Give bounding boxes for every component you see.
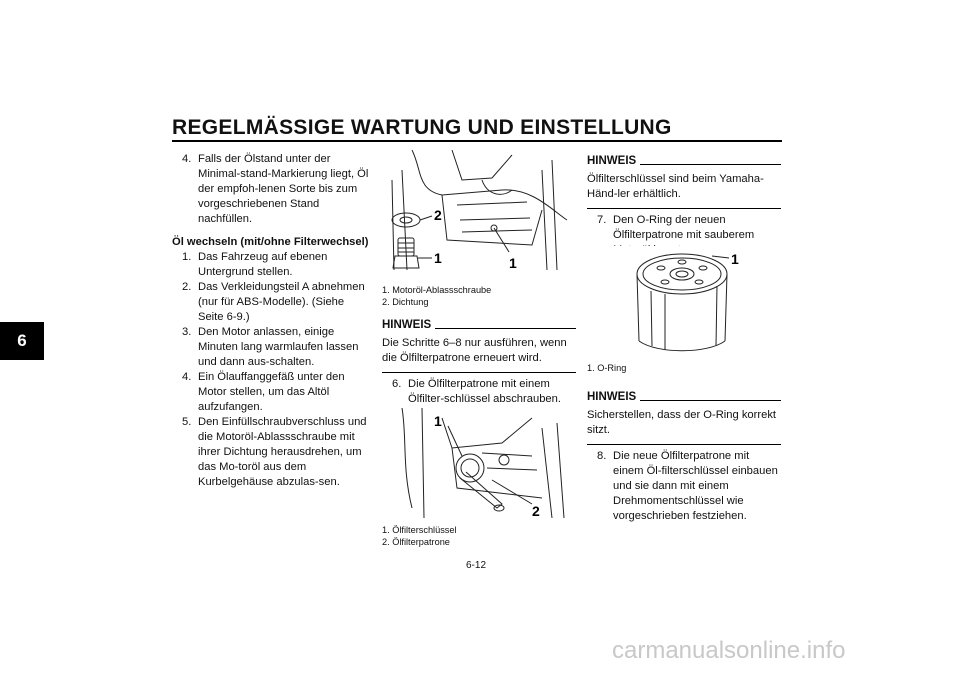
step-4: 4. Ein Ölauffanggefäß unter den Motor stellen, um das Altöl aufzufangen. <box>182 371 345 413</box>
callout-1b: 1 <box>509 255 517 271</box>
step-6: 6. Die Ölfilterpatrone mit einem Ölfilter-schlüssel abschrauben. <box>392 378 561 405</box>
callout-1: 1 <box>434 413 442 429</box>
figure-filter-wrench <box>382 408 576 524</box>
note-yamaha-dealer <box>587 154 781 258</box>
figure-filter-wrench-captions <box>382 524 576 548</box>
section-heading: Öl wechseln (mit/ohne Filterwechsel) <box>172 236 369 248</box>
step-8: 8. Die neue Ölfilterpatrone mit einem Öl-filterschlüssel einbauen und sie dann mit einem Drehmomentschlüssel wie vorgeschrieben festziehen. <box>597 450 778 522</box>
callout-2: 2 <box>434 207 442 223</box>
note-heading: HINWEIS <box>587 154 781 169</box>
step-1: 1. Das Fahrzeug auf ebenen Untergrund stellen. <box>182 251 328 278</box>
figure-drain-bolt <box>382 150 576 280</box>
page-title: REGELMÄSSIGE WARTUNG UND EINSTELLUNG <box>172 116 672 139</box>
note-heading: HINWEIS <box>382 318 576 333</box>
note-end-rule <box>587 208 781 209</box>
step-2: 2. Das Verkleidungsteil A abnehmen (nur für ABS-Modelle). (Siehe Seite 6-9.) <box>182 281 365 323</box>
title-rule <box>172 140 782 142</box>
note-heading: HINWEIS <box>587 390 781 405</box>
note-o-ring <box>587 390 781 524</box>
caption-item: 1. O-Ring <box>587 363 627 373</box>
note-text: Die Schritte 6–8 nur ausführen, wenn die Ölfilterpatrone erneuert wird. <box>382 337 567 364</box>
step-7: 7. Den O-Ring der neuen Ölfilterpatrone mit sauberem <box>597 214 755 241</box>
step-4-filling: 4. Falls der Ölstand unter der Minimal-stand-Markierung liegt, Öl der empfoh-lenen Sorte bis zum vorgeschriebenen Stand nachfüllen. <box>182 153 369 225</box>
note-text: Ölfilterschlüssel sind beim Yamaha-Händ-ler erhältlich. <box>587 173 764 200</box>
note-end-rule <box>587 444 781 445</box>
figure-drain-bolt-captions <box>382 284 576 308</box>
watermark: carmanualsonline.info <box>612 637 846 664</box>
drain-bolt-illustration <box>382 150 576 280</box>
callout-2: 2 <box>532 503 540 519</box>
step-5: 5. Den Einfüllschraubverschluss und die Motoröl-Ablassschraube mit ihrer Dichtung herausdrehen, um das Mo-toröl aus dem Kurbelgehäuse abzulas-sen. <box>182 416 367 488</box>
chapter-tab: 6 <box>0 322 44 360</box>
note-steps-6-8 <box>382 318 576 407</box>
oil-filter-illustration <box>587 246 781 358</box>
step-3: 3. Den Motor anlassen, einige Minuten lang warmlaufen lassen und dann aus-schalten. <box>182 326 359 368</box>
note-text: Sicherstellen, dass der O-Ring korrekt sitzt. <box>587 409 777 436</box>
caption-item: 1. Ölfilterschlüssel <box>382 525 457 535</box>
caption-item: 2. Ölfilterpatrone <box>382 537 450 547</box>
note-end-rule <box>382 372 576 373</box>
caption-item: 1. Motoröl-Ablassschraube <box>382 285 492 295</box>
filter-wrench-illustration <box>382 408 576 524</box>
figure-o-ring <box>587 246 781 358</box>
callout-1: 1 <box>434 250 442 266</box>
column-left <box>172 152 372 490</box>
page-number: 6-12 <box>466 560 487 571</box>
callout-1: 1 <box>731 251 739 267</box>
caption-item: 2. Dichtung <box>382 297 429 307</box>
